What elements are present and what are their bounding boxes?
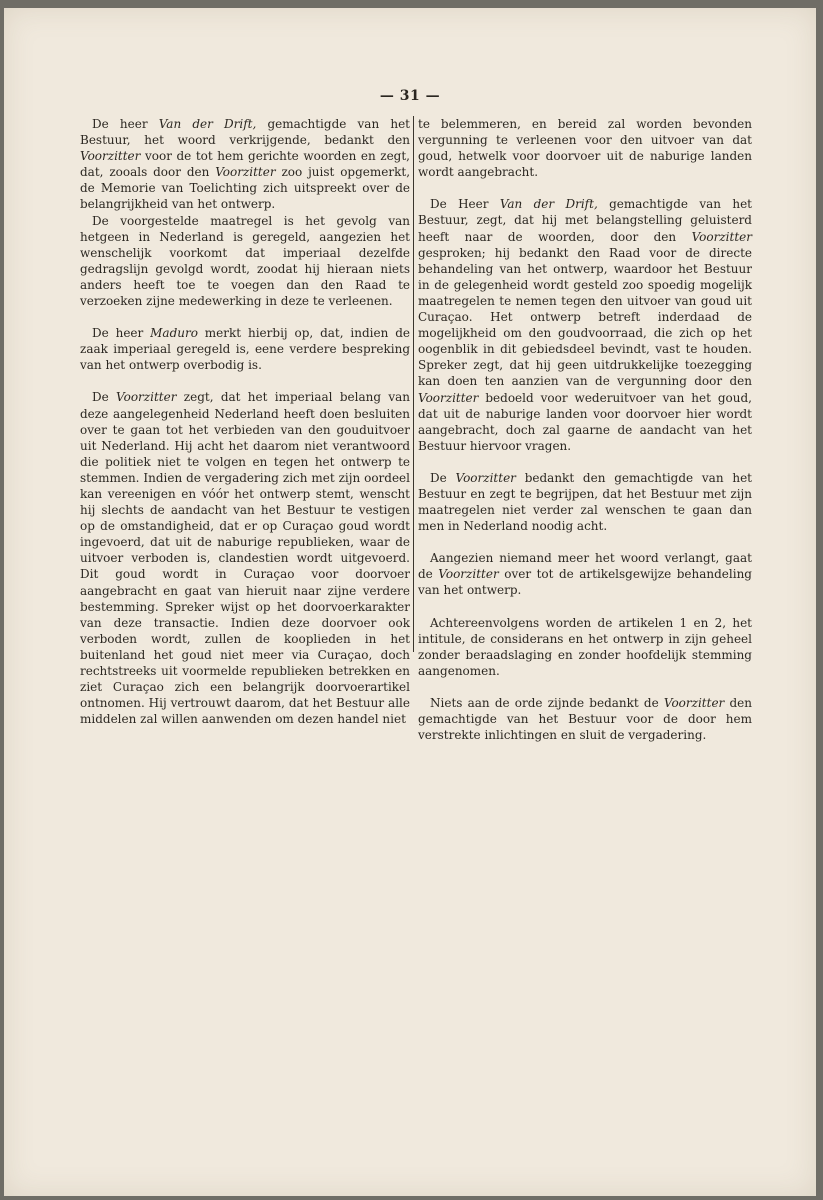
paragraph-left-3: De heer Maduro merkt hierbij op, dat, indien de zaak imperiaal geregeld is, eene verdere bespreking van het ontwerp overbodig is. <box>80 326 410 373</box>
document-page <box>4 8 816 1196</box>
left-column <box>80 116 410 727</box>
paragraph-left-4: De Voorzitter zegt, dat het imperiaal belang van deze aangelegenheid Nederland heeft doen besluiten over te gaan tot het verbieden van den gouduitvoer uit Nederland. Hij acht het daarom niet verantwoord die politiek niet te volgen en tegen het ontwerp te stemmen. Indien de vergadering zich met zijn oordeel kan vereenigen en vóór het ontwerp stemt, wenscht hij slechts de aandacht van het Bestuur te vestigen op de omstandigheid, dat er op Curaçao goud wordt ingevoerd, dat uit de naburige republieken, waar de uitvoer verboden is, clandestien wordt uitgevoerd. Dit goud wordt in Curaçao voor doorvoer aangebracht en gaat van hieruit naar zijne verdere bestemming. Spreker wijst op het doorvoerkarakter van deze transactie. Indien deze doorvoer ook verboden wordt, zullen de kooplieden in het buitenland het goud niet meer via Curaçao, doch rechtstreeks uit voormelde republieken betrekken en ziet Curaçao zich een belangrijk doorvoerartikel ontnomen. Hij vertrouwt daarom, dat het Bestuur alle middelen zal willen aanwenden om dezen handel niet <box>80 390 410 727</box>
paragraph-left-2: De voorgestelde maatregel is het gevolg van hetgeen in Nederland is geregeld, aangezien het wenschelijk voorkomt dat imperiaal dezelfde gedragslijn gevolgd wordt, zoodat hij hieraan niets anders heeft toe te voegen dan den Raad te verzoeken zijne medewerking in deze te verleenen. <box>80 213 410 309</box>
page-number: — 31 — <box>379 88 441 104</box>
paragraph-right-5: Achtereenvolgens worden de artikelen 1 en 2, het intitule, de considerans en het ontwerp in zijn geheel zonder beraadslaging en zonder hoofdelijk stemming aangenomen. <box>418 615 752 678</box>
right-column <box>418 116 752 743</box>
paragraph-right-4: Aangezien niemand meer het woord verlangt, gaat de Voorzitter over tot de artikelsgewijze behandeling van het ontwerp. <box>418 551 752 598</box>
paragraph-right-1: te belemmeren, en bereid zal worden bevonden vergunning te verleenen voor den uitvoer van dat goud, hetwelk voor doorvoer uit de naburige landen wordt aangebracht. <box>418 117 752 180</box>
paragraph-right-6: Niets aan de orde zijnde bedankt de Voorzitter den gemachtigde van het Bestuur voor de door hem verstrekte inlichtingen en sluit de vergadering. <box>418 695 752 743</box>
column-divider <box>413 116 414 652</box>
paragraph-right-2: De Heer Van der Drift, gemachtigde van het Bestuur, zegt, dat hij met belangstelling geluisterd heeft naar de woorden, door den Voorzitter gesproken; hij bedankt den Raad voor de directe behandeling van het ontwerp, waardoor het Bestuur in de gelegenheid wordt gesteld zoo spoedig mogelijk maatregelen te nemen tegen den uitvoer van goud uit Curaçao. Het ontwerp betreft inderdaad de mogelijkheid om den goudvoorraad, die zich op het oogenblik in dit gebiedsdeel bevindt, vast te houden. Spreker zegt, dat hij geen uitdrukkelijke toezegging kan doen ten aanzien van de vergunning door den Voorzitter bedoeld voor wederuitvoer van het goud, dat uit de naburige landen voor doorvoer hier wordt aangebracht, doch zal gaarne de aandacht van het Bestuur hiervoor vragen. <box>418 197 753 453</box>
paragraph-left-1: De heer Van der Drift, gemachtigde van het Bestuur, het woord verkrijgende, bedankt den Voorzitter voor de tot hem gerichte woorden en zegt, dat, zooals door den Voorzitter zoo juist opgemerkt, de Memorie van Toelichting zich uitspreekt over de belangrijkheid van het ontwerp. <box>80 117 411 212</box>
paragraph-right-3: De Voorzitter bedankt den gemachtigde van het Bestuur en zegt te begrijpen, dat het Bestuur met zijn maatregelen niet verder zal wenschen te gaan dan men in Nederland noodig acht. <box>418 470 752 534</box>
